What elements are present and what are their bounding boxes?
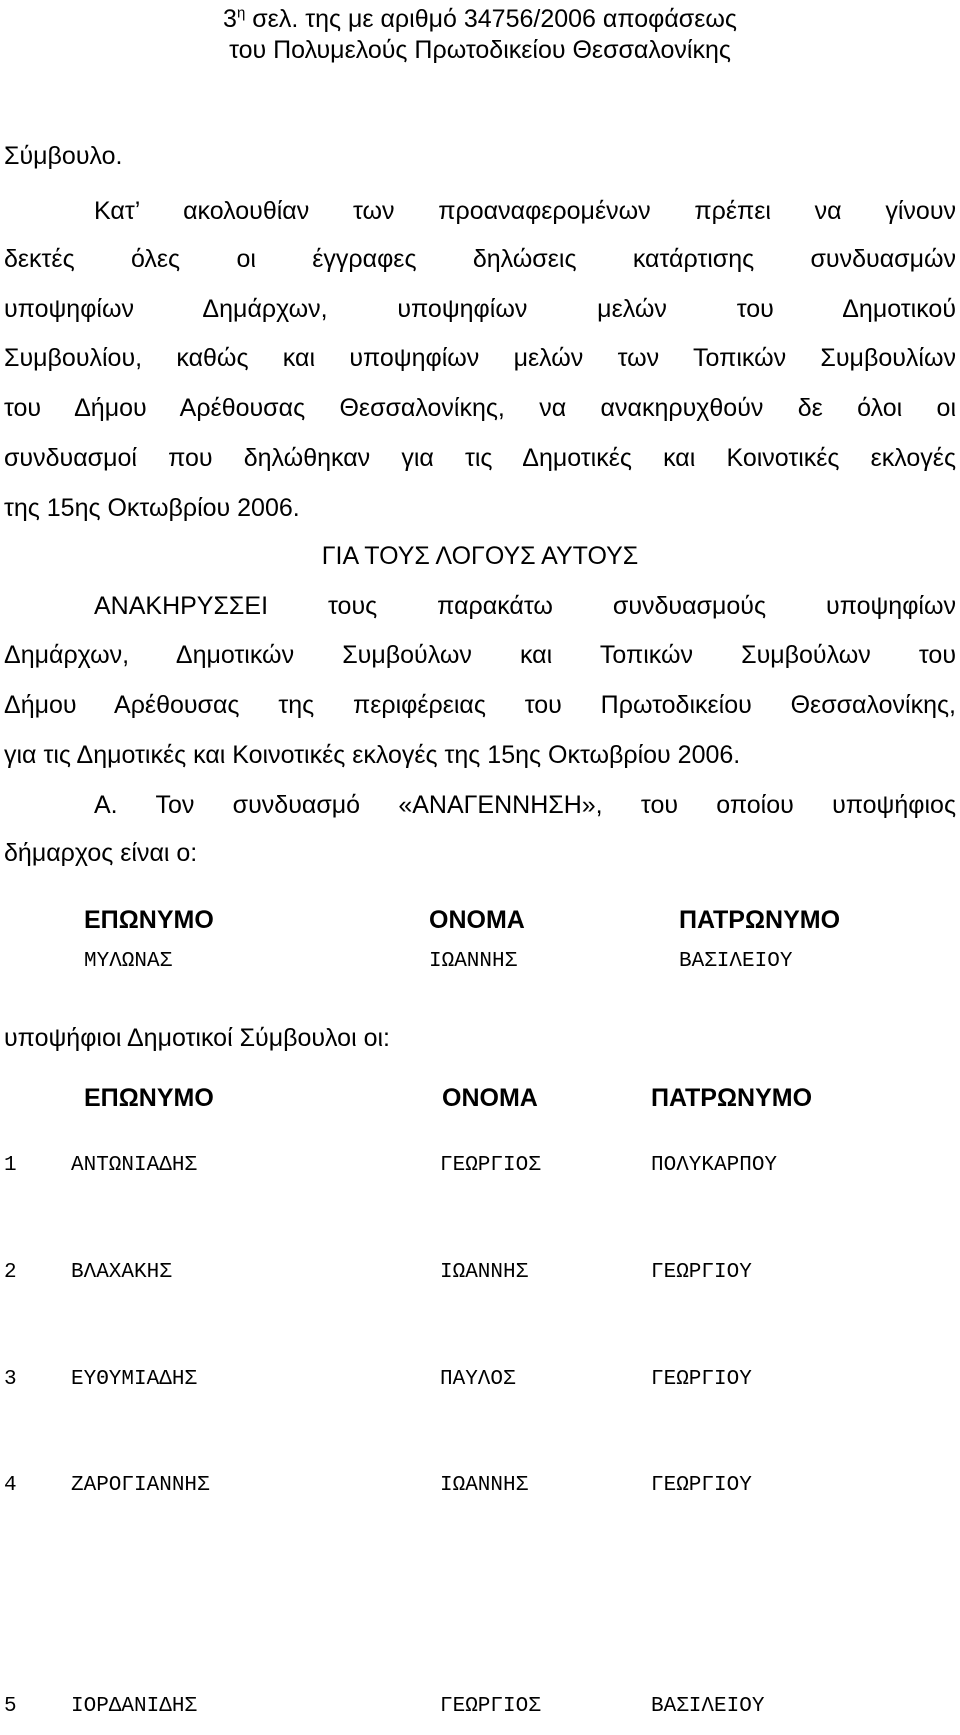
- header-page-number: 3: [223, 5, 237, 33]
- row-number: 4: [4, 1474, 17, 1497]
- header-page-superscript: η: [236, 4, 246, 22]
- body-line-1: Σύμβουλο.: [4, 142, 123, 170]
- body-line-4: υποψηφίων Δημάρχων, υποψηφίων μελών του Δημοτικού: [4, 295, 956, 323]
- body-line-10: ΑΝΑΚΗΡΥΣΣΕΙ τους παρακάτω συνδυασμούς υποψηφίων: [94, 592, 956, 620]
- header-line-2: του Πολυμελούς Πρωτοδικείου Θεσσαλονίκης: [229, 36, 731, 64]
- row-number: 5: [4, 1695, 17, 1718]
- row-number: 2: [4, 1261, 17, 1284]
- councillors-intro: υποψήφιοι Δημοτικοί Σύμβουλοι οι:: [4, 1024, 390, 1052]
- body-line-7: συνδυασμοί που δηλώθηκαν για τις Δημοτικές και Κοινοτικές εκλογές: [4, 444, 956, 472]
- row-patronymic: ΒΑΣΙΛΕΙΟΥ: [651, 1695, 765, 1718]
- row-patronymic: ΓΕΩΡΓΙΟΥ: [651, 1474, 752, 1497]
- row-name: ΙΩΑΝΝΗΣ: [440, 1261, 529, 1284]
- row-number: 3: [4, 1368, 17, 1391]
- body-line-12: Δήμου Αρέθουσας της περιφέρειας του Πρωτοδικείου Θεσσαλονίκης,: [4, 691, 956, 719]
- body-line-13: για τις Δημοτικές και Κοινοτικές εκλογές της 15ης Οκτωβρίου 2006.: [4, 741, 741, 769]
- mayor-surname: ΜΥΛΩΝΑΣ: [84, 950, 173, 973]
- body-line-8: της 15ης Οκτωβρίου 2006.: [4, 494, 300, 522]
- row-surname: ΙΟΡΔΑΝΙΔΗΣ: [71, 1695, 198, 1718]
- body-line-3: δεκτές όλες οι έγγραφες δηλώσεις κατάρτισης συνδυασμών: [4, 245, 956, 273]
- row-surname: ΖΑΡΟΓΙΑΝΝΗΣ: [71, 1474, 210, 1497]
- row-name: ΠΑΥΛΟΣ: [440, 1368, 516, 1391]
- body-line-14: Α. Τον συνδυασμό «ΑΝΑΓΕΝΝΗΣΗ», του οποίου υποψήφιος: [94, 791, 956, 819]
- row-name: ΓΕΩΡΓΙΟΣ: [440, 1154, 541, 1177]
- body-line-5: Συμβουλίου, καθώς και υποψηφίων μελών των Τοπικών Συμβουλίων: [4, 344, 956, 372]
- section-heading: ΓΙΑ ΤΟΥΣ ΛΟΓΟΥΣ ΑΥΤΟΥΣ: [321, 542, 639, 570]
- mayor-header-patronymic: ΠΑΤΡΩΝΥΜΟ: [679, 906, 841, 934]
- councillors-header-name: ΟΝΟΜΑ: [442, 1084, 538, 1112]
- header-line-1: [0, 4, 960, 35]
- row-surname: ΒΛΑΧΑΚΗΣ: [71, 1261, 172, 1284]
- mayor-name: ΙΩΑΝΝΗΣ: [429, 950, 518, 973]
- councillors-header-patronymic: ΠΑΤΡΩΝΥΜΟ: [651, 1084, 813, 1112]
- row-surname: ΕΥΘΥΜΙΑΔΗΣ: [71, 1368, 198, 1391]
- mayor-header-surname: ΕΠΩΝΥΜΟ: [84, 906, 214, 934]
- header-line-1-text: σελ. της με αριθμό 34756/2006 αποφάσεως: [245, 5, 737, 33]
- body-line-11: Δημάρχων, Δημοτικών Συμβούλων και Τοπικών Συμβούλων του: [4, 641, 956, 669]
- row-surname: ΑΝΤΩΝΙΑΔΗΣ: [71, 1154, 198, 1177]
- body-line-15: δήμαρχος είναι ο:: [4, 839, 198, 867]
- row-patronymic: ΓΕΩΡΓΙΟΥ: [651, 1368, 752, 1391]
- councillors-header-surname: ΕΠΩΝΥΜΟ: [84, 1084, 214, 1112]
- row-name: ΓΕΩΡΓΙΟΣ: [440, 1695, 541, 1718]
- row-name: ΙΩΑΝΝΗΣ: [440, 1474, 529, 1497]
- row-number: 1: [4, 1154, 17, 1177]
- body-line-2: Κατ’ ακολουθίαν των προαναφερομένων πρέπει να γίνουν: [94, 197, 956, 225]
- row-patronymic: ΓΕΩΡΓΙΟΥ: [651, 1261, 752, 1284]
- body-line-6: του Δήμου Αρέθουσας Θεσσαλονίκης, να ανακηρυχθούν δε όλοι οι: [4, 394, 956, 422]
- page-header: [0, 4, 960, 66]
- row-patronymic: ΠΟΛΥΚΑΡΠΟΥ: [651, 1154, 778, 1177]
- mayor-patronymic: ΒΑΣΙΛΕΙΟΥ: [679, 950, 793, 973]
- mayor-header-name: ΟΝΟΜΑ: [429, 906, 525, 934]
